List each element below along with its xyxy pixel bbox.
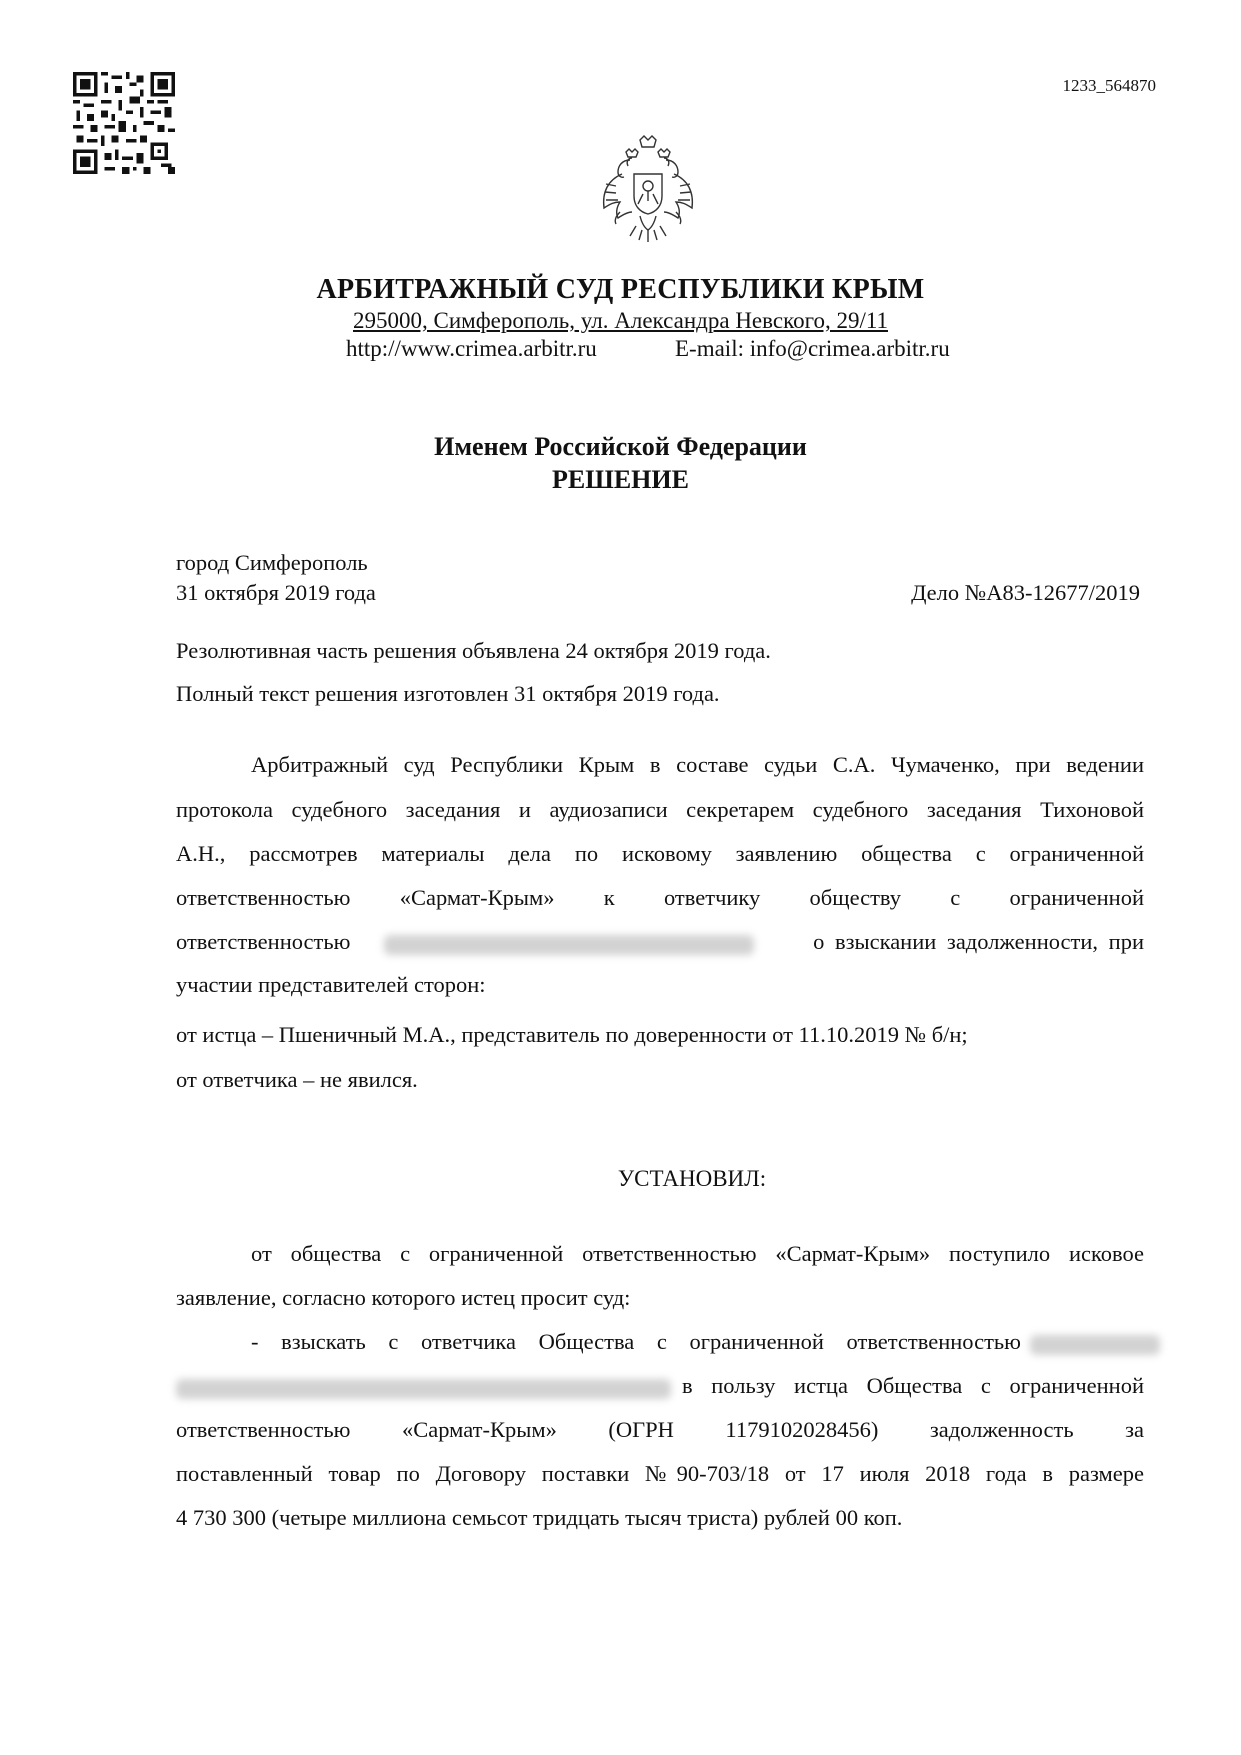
redacted-defendant-details: [176, 1379, 671, 1399]
request-line: в пользу истца Общества с ограниченной: [682, 1373, 1144, 1398]
established-heading: УСТАНОВИЛ:: [617, 1166, 767, 1191]
defendant-representative: от ответчика – не явился.: [176, 1067, 418, 1092]
intro-line: А.Н., рассмотрев материалы дела по исковому заявлению общества с ограниченной: [176, 841, 1144, 866]
decision-heading-line2: РЕШЕНИЕ: [552, 465, 689, 494]
request-line: 4 730 300 (четыре миллиона семьсот тридцать тысяч триста) рублей 00 коп.: [176, 1505, 903, 1530]
intro-line: о взыскании задолженности, при: [813, 929, 1144, 954]
city: город Симферополь: [176, 550, 368, 575]
intro-line: Арбитражный суд Республики Крым в составе судьи С.А. Чумаченко, при ведении: [251, 752, 1144, 777]
court-email: E-mail: info@crimea.arbitr.ru: [675, 336, 950, 361]
intro-line: ответственностью «Сармат-Крым» к ответчику обществу с ограниченной: [176, 885, 1144, 910]
decision-heading-line1: Именем Российской Федерации: [434, 432, 807, 461]
decision-date: 31 октября 2019 года: [176, 580, 376, 605]
request-line: ответственностью «Сармат-Крым» (ОГРН 1179102028456) задолженность за: [176, 1417, 1144, 1442]
court-name: АРБИТРАЖНЫЙ СУД РЕСПУБЛИКИ КРЫМ: [316, 274, 925, 305]
court-website: http://www.crimea.arbitr.ru: [346, 336, 597, 361]
request-line: - взыскать с ответчика Общества с ограниченной ответственностью: [251, 1329, 1021, 1354]
established-line: заявление, согласно которого истец просит суд:: [176, 1285, 631, 1310]
case-number: Дело №А83-12677/2019: [911, 580, 1140, 605]
document-code: 1233_564870: [1062, 76, 1156, 95]
intro-line: протокола судебного заседания и аудиозаписи секретарем судебного заседания Тихоновой: [176, 797, 1144, 822]
full-text-made: Полный текст решения изготовлен 31 октября 2019 года.: [176, 681, 720, 706]
plaintiff-representative: от истца – Пшеничный М.А., представитель по доверенности от 11.10.2019 № б/н;: [176, 1022, 968, 1047]
intro-line: участии представителей сторон:: [176, 972, 486, 997]
redacted-defendant-name: [1030, 1335, 1160, 1355]
coat-of-arms-icon: [600, 134, 696, 244]
established-line: от общества с ограниченной ответственностью «Сармат-Крым» поступило исковое: [251, 1241, 1144, 1266]
redacted-defendant-name: [384, 935, 754, 955]
request-line: поставленный товар по Договору поставки №90-703/18 от 17 июля 2018 года в размере: [176, 1461, 1144, 1486]
resolution-announced: Резолютивная часть решения объявлена 24 октября 2019 года.: [176, 638, 771, 663]
qr-code-icon: [73, 72, 175, 174]
court-address-text: 295000, Симферополь, ул. Александра Невского, 29/11: [353, 308, 888, 333]
intro-line: ответственностью: [176, 929, 351, 954]
court-address: [0, 308, 1241, 334]
